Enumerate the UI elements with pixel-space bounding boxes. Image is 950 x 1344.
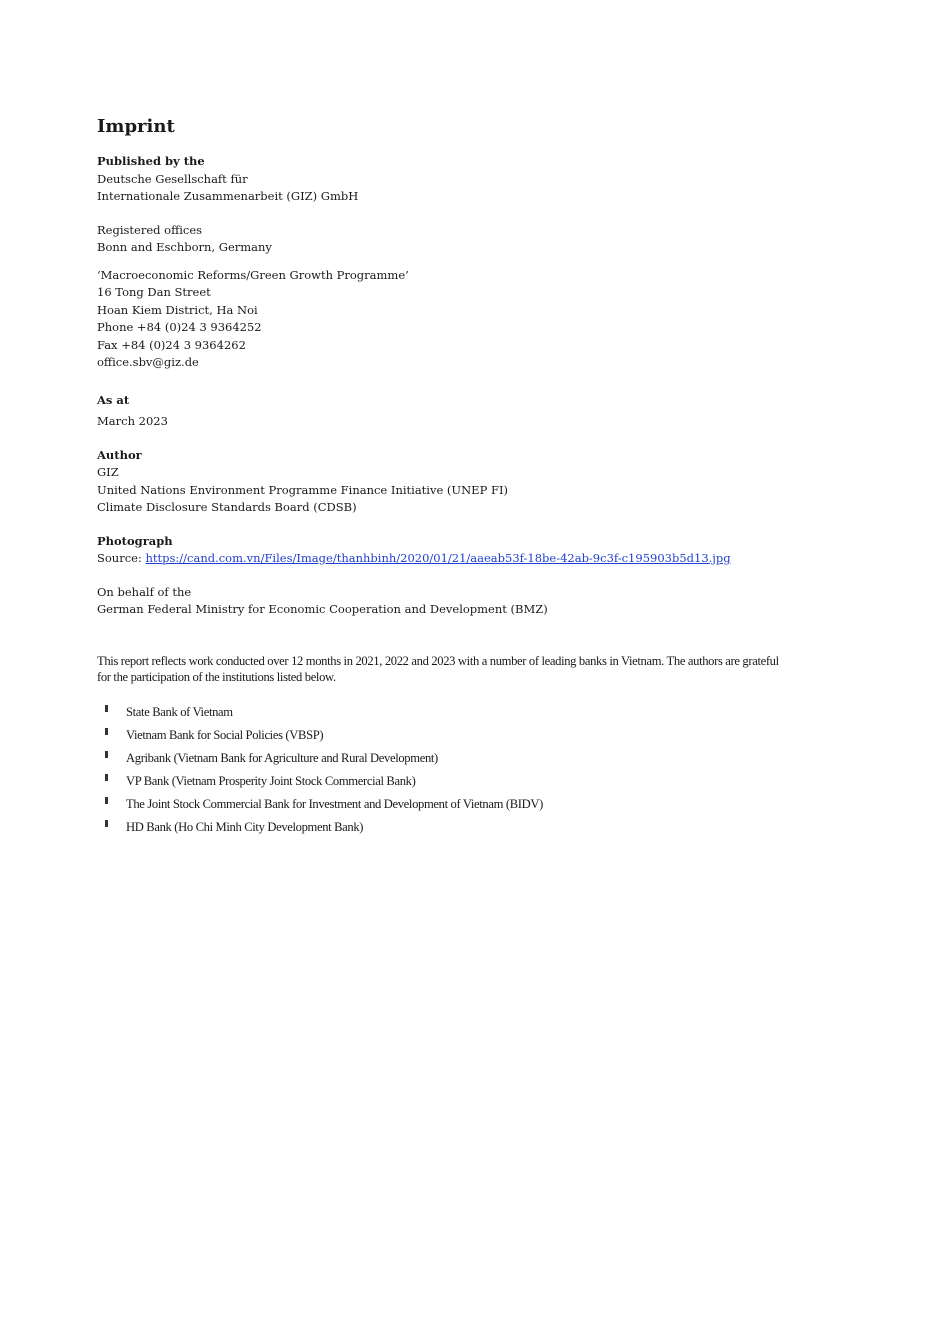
list-item: [97, 773, 857, 796]
photograph-heading: Photograph: [97, 533, 173, 548]
imprint-page: [97, 115, 857, 842]
author-line: Climate Disclosure Standards Board (CDSB): [97, 500, 357, 514]
programme-fax: Fax +84 (0)24 3 9364262: [97, 337, 246, 352]
programme-block: [97, 267, 857, 372]
photograph-source-link[interactable]: https://cand.com.vn/Files/Image/thanhbinh/2020/01/21/aaeab53f-18be-42ab-9c3f-c195903b5d13.jpg: [145, 551, 731, 565]
author-heading: Author: [97, 447, 142, 462]
author-line: GIZ: [97, 465, 119, 479]
behalf-ministry: German Federal Ministry for Economic Cooperation and Development (BMZ): [97, 602, 548, 616]
programme-street: 16 Tong Dan Street: [97, 285, 211, 299]
programme-name: ‘Macroeconomic Reforms/Green Growth Programme’: [97, 267, 409, 282]
bullet-icon: [105, 820, 108, 827]
page-title: Imprint: [97, 116, 175, 137]
author-line: United Nations Environment Programme Finance Initiative (UNEP FI): [97, 482, 508, 497]
list-item: [97, 819, 857, 842]
intro-line2: for the participation of the institutions listed below.: [97, 669, 336, 684]
intro-paragraph: [97, 653, 847, 685]
as-at-date: March 2023: [97, 414, 168, 428]
as-at-heading: As at: [97, 392, 130, 407]
programme-phone: Phone +84 (0)24 3 9364252: [97, 320, 262, 334]
list-item: [97, 704, 857, 727]
list-item: [97, 750, 857, 773]
offices-heading: Registered offices: [97, 222, 203, 237]
bank-name: Vietnam Bank for Social Policies (VBSP): [126, 727, 324, 742]
bank-list: [97, 704, 857, 842]
offices-location: Bonn and Eschborn, Germany: [97, 240, 272, 254]
bank-name: HD Bank (Ho Chi Minh City Development Bank): [126, 819, 364, 834]
publisher-heading: Published by the: [97, 154, 205, 168]
photograph-block: [97, 533, 857, 568]
bank-name: VP Bank (Vietnam Prosperity Joint Stock Commercial Bank): [126, 773, 416, 788]
bullet-icon: [105, 751, 108, 758]
bullet-icon: [105, 705, 108, 712]
bank-name: The Joint Stock Commercial Bank for Investment and Development of Vietnam (BIDV): [126, 796, 543, 811]
programme-email[interactable]: office.sbv@giz.de: [97, 355, 199, 369]
behalf-block: [97, 584, 857, 619]
bullet-icon: [105, 797, 108, 804]
list-item: [97, 796, 857, 819]
bank-name: State Bank of Vietnam: [126, 704, 233, 719]
bullet-icon: [105, 728, 108, 735]
behalf-line1: On behalf of the: [97, 584, 192, 599]
photograph-source: [97, 550, 857, 568]
programme-district: Hoan Kiem District, Ha Noi: [97, 302, 258, 317]
publisher-name-line2: Internationale Zusammenarbeit (GIZ) GmbH: [97, 189, 359, 203]
publisher-block: [97, 153, 857, 206]
publisher-name-line1: Deutsche Gesellschaft für: [97, 171, 248, 186]
bank-name: Agribank (Vietnam Bank for Agriculture and Rural Development): [126, 750, 438, 765]
offices-block: [97, 222, 857, 257]
as-at-block: [97, 392, 857, 431]
bullet-icon: [105, 774, 108, 781]
intro-line1: This report reflects work conducted over 12 months in 2021, 2022 and 2023 with a number of leading banks in Vietnam. The authors are grateful: [97, 653, 779, 668]
author-block: [97, 447, 857, 517]
list-item: [97, 727, 857, 750]
photograph-source-label: Source:: [97, 551, 146, 565]
